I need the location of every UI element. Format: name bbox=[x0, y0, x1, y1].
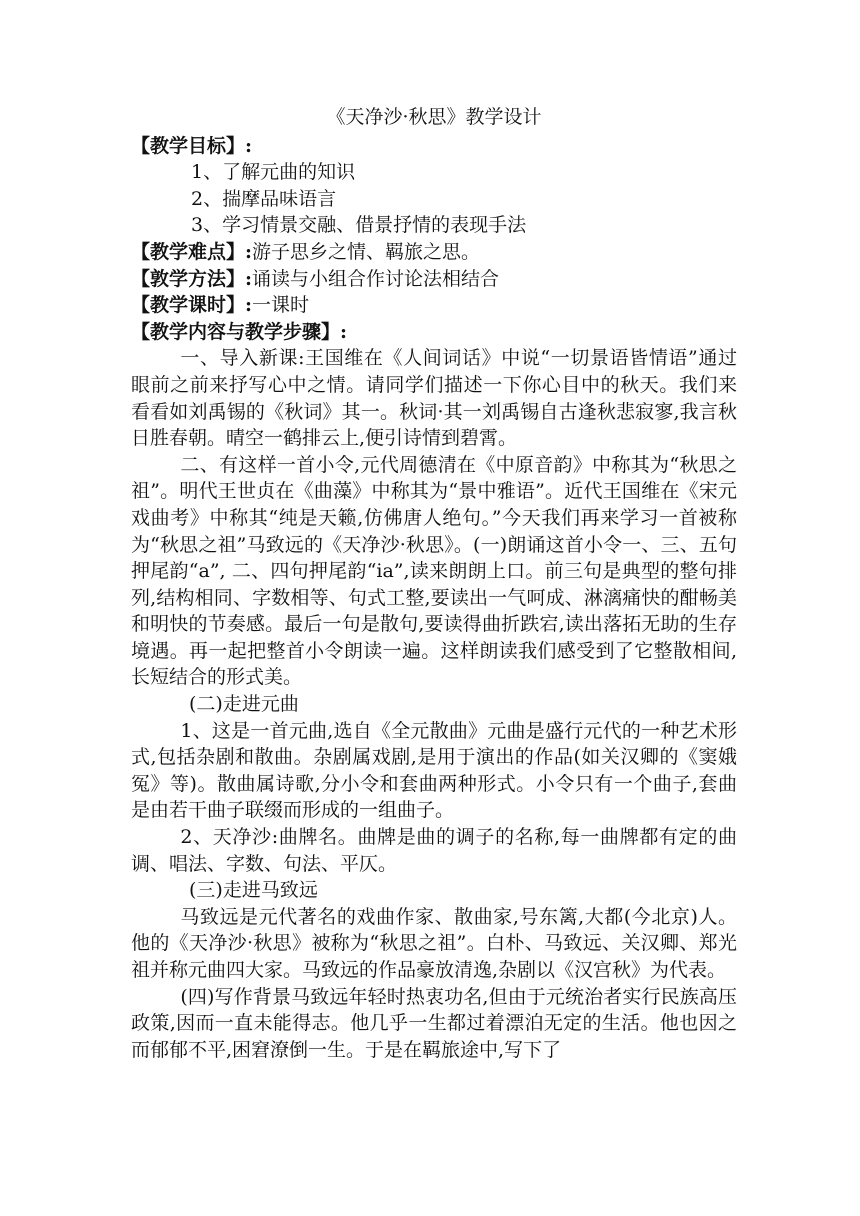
paragraph-reading: 二、有这样一首小令,元代周德清在《中原音韵》中称其为“秋思之祖”。明代王世贞在《曲藻》中称其为“景中雅语”。近代王国维在《宋元戏曲考》中称其“纯是天籁,仿佛唐人绝句。”今天我们再来学习一首被称为“秋思之祖”马致远的《天净沙·秋思》。(一)朗诵这首小令一、三、五句押尾韵“a”, 二、四句押尾韵“ia”,读来朗朗上口。前三句是典型的整句排列,结构相同、字数相等、句式工整,要读出一气呵成、淋漓痛快的酣畅美和明快的节奏感。最后一句是散句,要读得曲折跌宕,读出落拓无助的生存境遇。再一起把整首小令朗读一遍。这样朗读我们感受到了它整散相间,长短结合的形式美。 bbox=[131, 453, 737, 689]
section-heading-author: (三)走进马致远 bbox=[189, 879, 318, 902]
objectives-label: 【教学目标】: bbox=[131, 134, 253, 157]
objective-item: 1、了解元曲的知识 bbox=[191, 161, 356, 184]
hours-text: 一课时 bbox=[252, 294, 310, 317]
difficulty-text: 游子思乡之情、羁旅之思。 bbox=[252, 240, 481, 263]
content-label: 【教学内容与教学步骤】: bbox=[131, 320, 348, 343]
difficulty-label: 【教学难点】: bbox=[131, 240, 253, 263]
paragraph-intro: 一、导入新课:王国维在《人间词话》中说“一切景语皆情语”通过眼前之前来抒写心中之情。请同学们描述一下你心目中的秋天。我们来看看如刘禹锡的《秋词》其一。秋词·其一刘禹锡自古逢秋悲寂寥,我言秋日胜春朝。晴空一鹤排云上,便引诗情到碧霄。 bbox=[131, 347, 737, 450]
document-body bbox=[131, 104, 737, 1063]
objectives-heading bbox=[131, 133, 737, 160]
content-heading bbox=[131, 319, 737, 346]
paragraph-yuanqu: 1、这是一首元曲,选自《全元散曲》元曲是盛行元代的一种艺术形式,包括杂剧和散曲。杂剧属戏剧,是用于演出的作品(如关汉卿的《窦娥冤》等)。散曲属诗歌,分小令和套曲两种形式。小令只有一个曲子,套曲是由若干曲子联缀而形成的一组曲子。 bbox=[131, 719, 737, 822]
method-label: 【敦学方法】: bbox=[131, 267, 253, 290]
hours-row bbox=[131, 292, 737, 319]
paragraph-tianjingsha: 2、天净沙:曲牌名。曲牌是曲的调子的名称,每一曲牌都有定的曲调、唱法、字数、句法、平仄。 bbox=[131, 826, 737, 875]
method-row bbox=[131, 266, 737, 293]
hours-label: 【教学课时】: bbox=[131, 294, 253, 317]
objective-item: 3、学习情景交融、借景抒情的表现手法 bbox=[191, 214, 527, 237]
paragraph-background: (四)写作背景马致远年轻时热衷功名,但由于元统治者实行民族高压政策,因而一直未能得志。他几乎一生都过着漂泊无定的生活。他也因之而郁郁不平,困窘潦倒一生。于是在羁旅途中,写下了 bbox=[131, 985, 737, 1061]
objective-item: 2、揣摩品味语言 bbox=[191, 187, 337, 210]
method-text: 诵读与小组合作讨论法相结合 bbox=[252, 267, 500, 290]
difficulty-row bbox=[131, 239, 737, 266]
document-title: 《天净沙·秋思》教学设计 bbox=[326, 106, 542, 128]
section-heading-yuanqu: (二)走进元曲 bbox=[189, 693, 299, 716]
paragraph-author: 马致远是元代著名的戏曲作家、散曲家,号东篱,大都(今北京)人。他的《天净沙·秋思》被称为“秋思之祖”。白朴、马致远、关汉卿、郑光祖并称元曲四大家。马致远的作品豪放清逸,杂剧以《汉宫秋》为代表。 bbox=[131, 905, 737, 981]
